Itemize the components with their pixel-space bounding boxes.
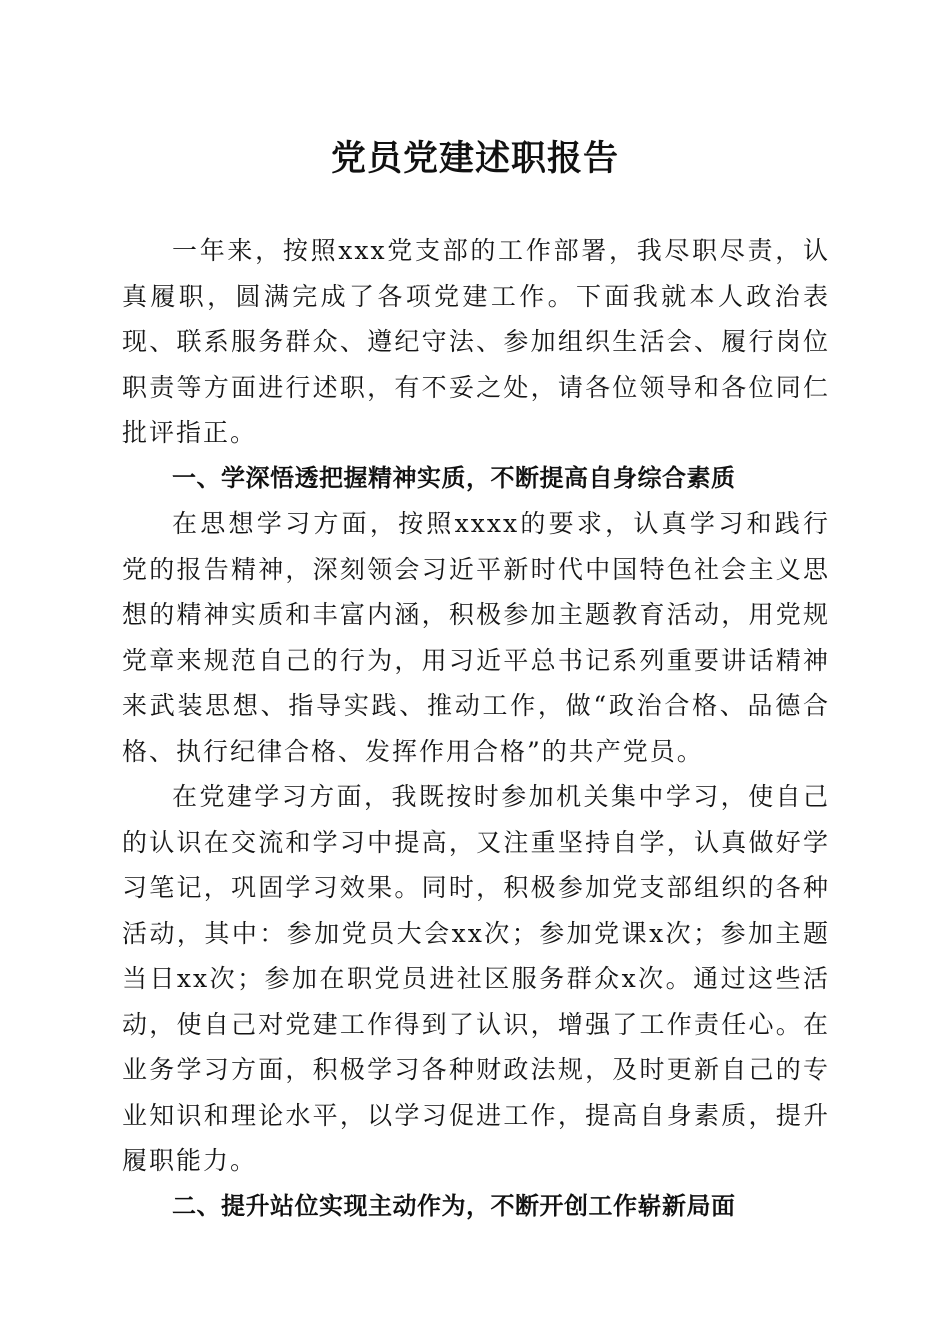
- intro-paragraph: 一年来，按照xxx党支部的工作部署，我尽职尽责，认真履职，圆满完成了各项党建工作。下面我就本人政治表现、联系服务群众、遵纪守法、参加组织生活会、履行岗位职责等方面进行述职，有不妥之处，请各位领导和各位同仁批评指正。: [122, 236, 830, 447]
- section-heading-2: 二、提升站位实现主动作为，不断开创工作崭新局面: [172, 1191, 736, 1220]
- body-paragraph-party-study: 在党建学习方面，我既按时参加机关集中学习，使自己的认识在交流和学习中提高，又注重坚持自学，认真做好学习笔记，巩固学习效果。同时，积极参加党支部组织的各种活动，其中：参加党员大会xx次；参加党课x次；参加主题当日xx次；参加在职党员进社区服务群众x次。通过这些活动，使自己对党建工作得到了认识，增强了工作责任心。在业务学习方面，积极学习各种财政法规，及时更新自己的专业知识和理论水平，以学习促进工作，提高自身素质，提升履职能力。: [122, 782, 830, 1175]
- document-body: [122, 228, 830, 1229]
- section-heading-1: 一、学深悟透把握精神实质，不断提高自身综合素质: [172, 463, 736, 492]
- document-title: 党员党建述职报告: [330, 138, 619, 179]
- body-paragraph-ideology-study: 在思想学习方面，按照xxxx的要求，认真学习和践行党的报告精神，深刻领会习近平新时代中国特色社会主义思想的精神实质和丰富内涵，积极参加主题教育活动，用党规党章来规范自己的行为，用习近平总书记系列重要讲话精神来武装思想、指导实践、推动工作，做“政治合格、品德合格、执行纪律合格、发挥作用合格”的共产党员。: [122, 509, 830, 766]
